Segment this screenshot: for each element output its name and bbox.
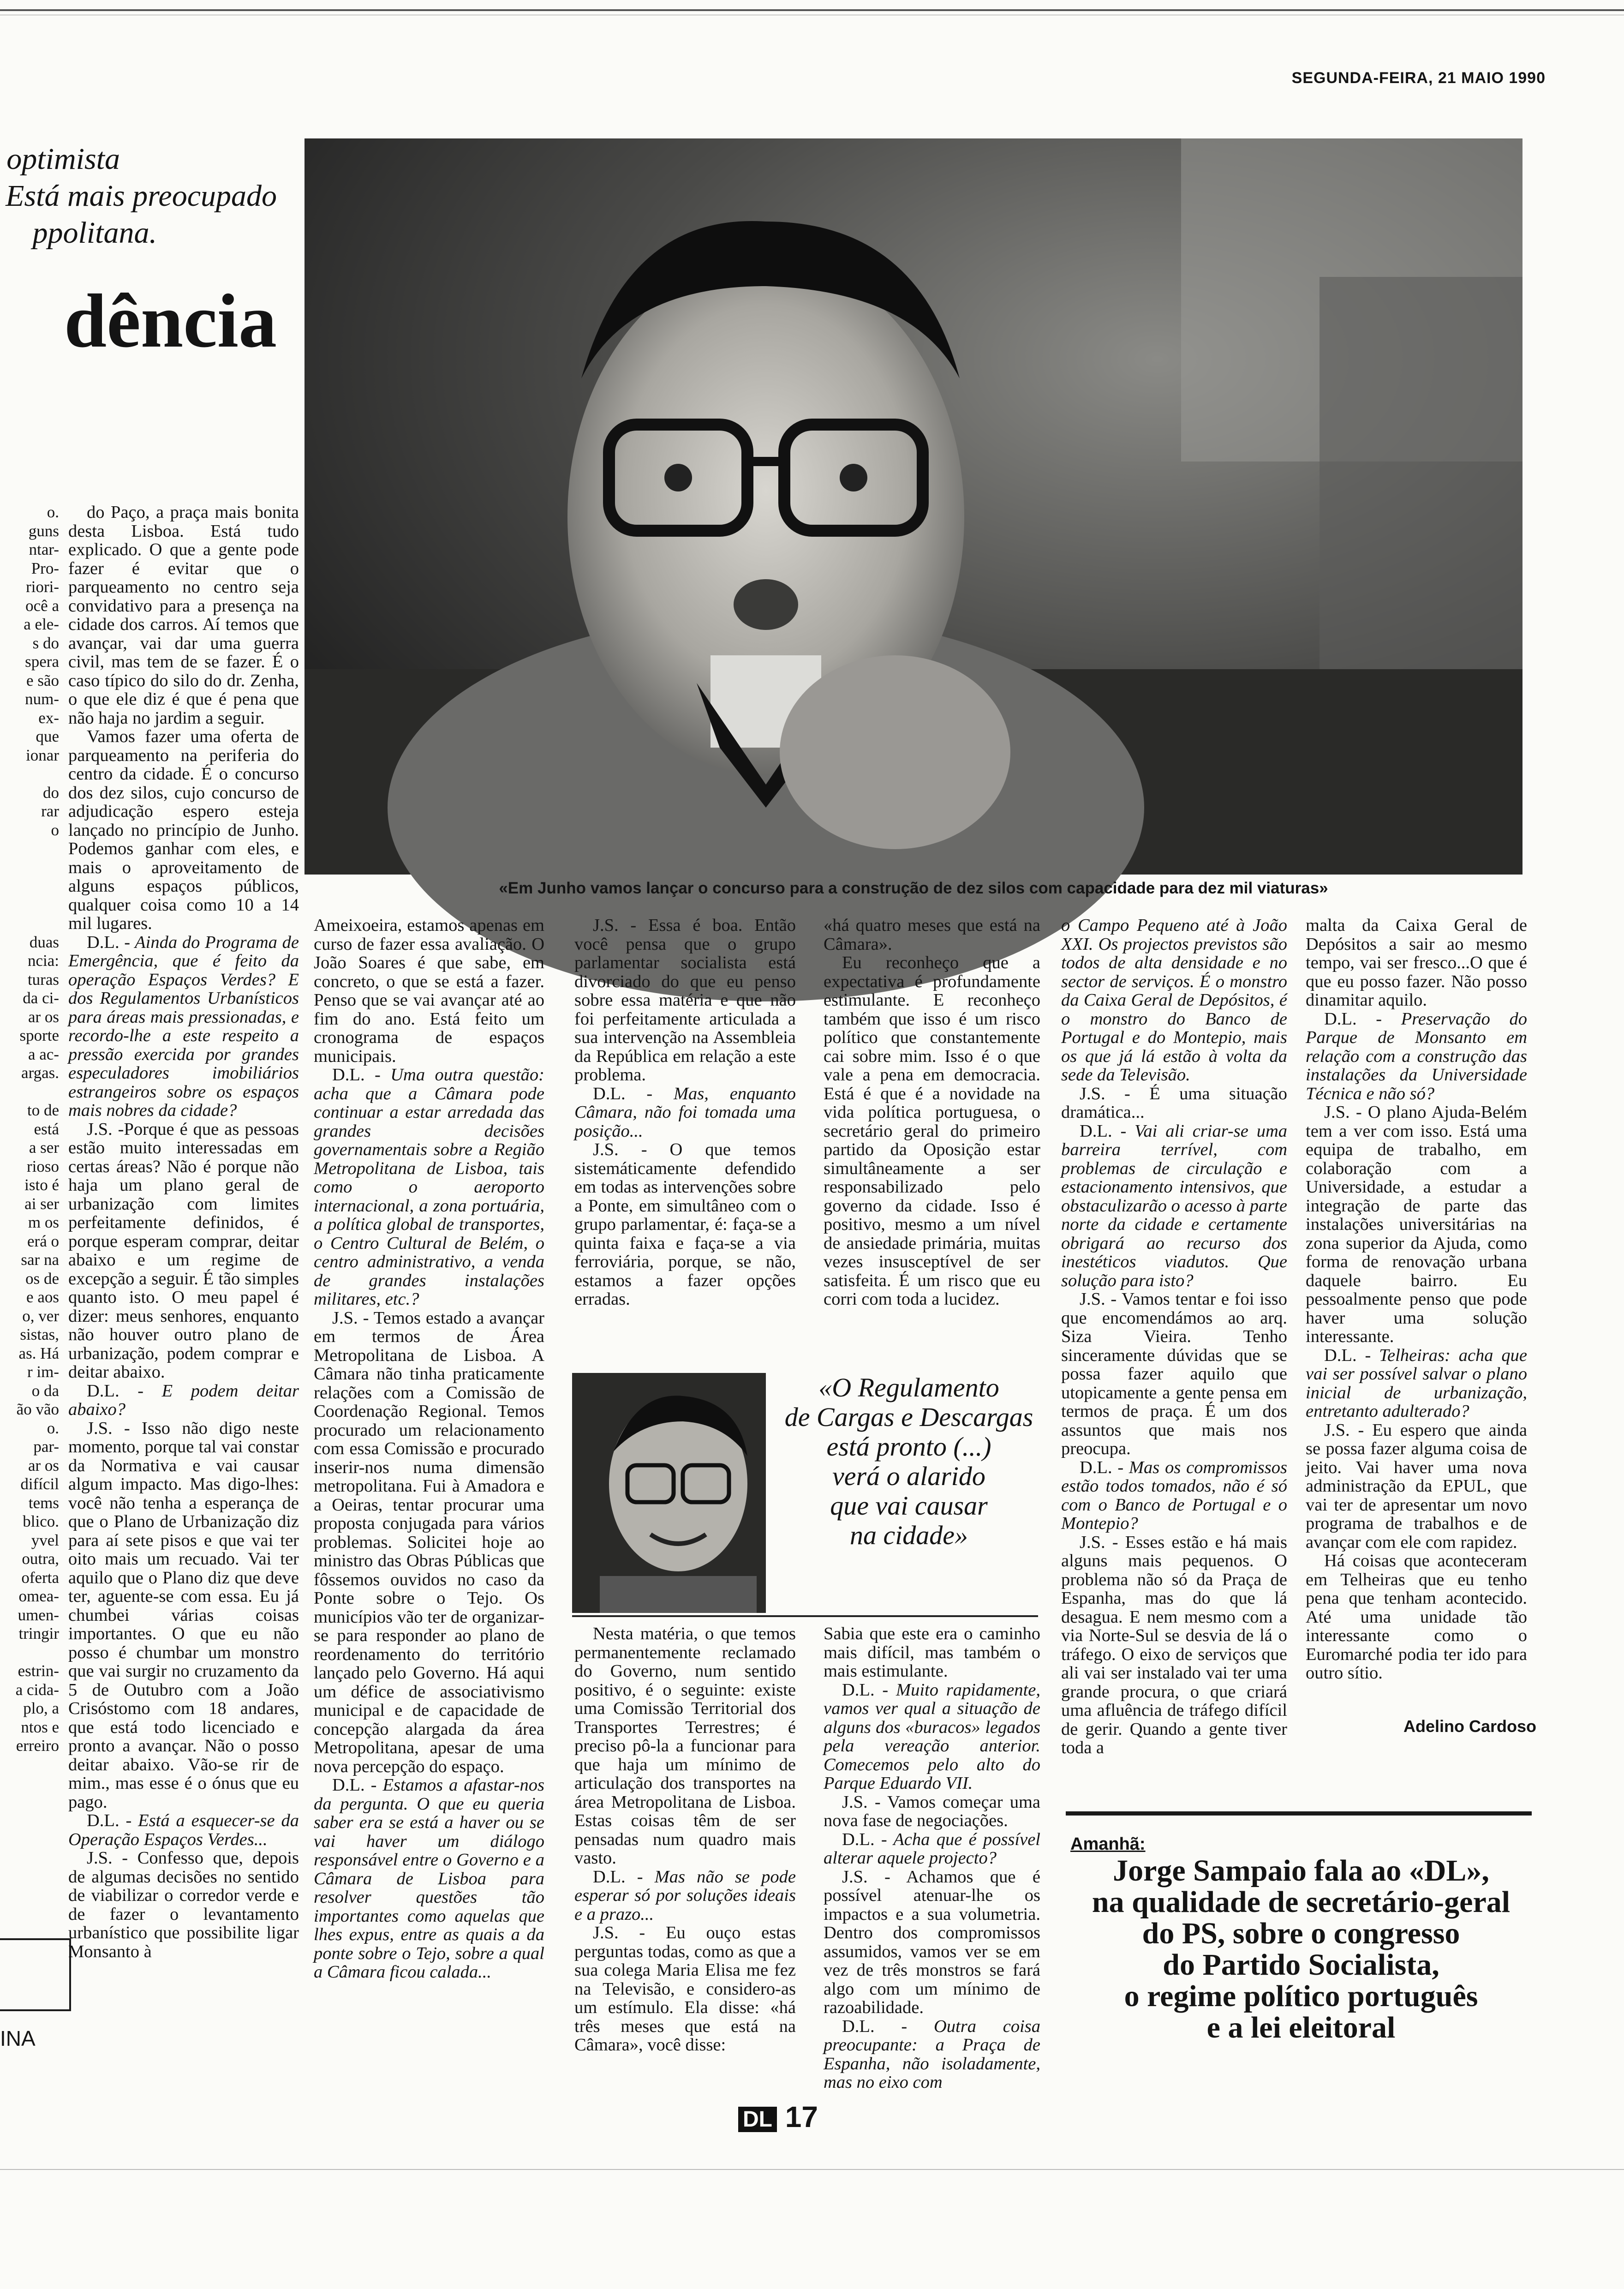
edge-fragment-line: a ele- — [24, 615, 59, 633]
article-text: - Eu ouço estas perguntas todas, como as que a sua colega Maria Elisa me fez na Televisão, e considero-as um estímulo. Ela disse: «há três meses que está na Câmara», você disse: — [574, 1923, 796, 2055]
article-column-4-top — [824, 916, 1040, 1322]
article-paragraph — [574, 1923, 796, 2055]
interviewer-question: - Está a esquecer-se da Operação Espaços Verdes... — [68, 1811, 299, 1849]
edge-fragment-line: Pro- — [31, 559, 59, 577]
article-column-3-bottom — [574, 1624, 796, 2081]
article-column-4-bottom — [824, 1624, 1040, 2092]
article-paragraph — [68, 1419, 299, 1812]
edge-fragment-line: num- — [25, 690, 59, 708]
article-paragraph — [574, 916, 796, 1085]
speaker-label: J.S. — [87, 1848, 113, 1868]
edge-fragment-line: oferta — [21, 1568, 59, 1587]
edge-fragment-line: sistas, — [20, 1325, 59, 1343]
article-paragraph — [1306, 1346, 1527, 1421]
speaker-label: D.L. — [842, 1829, 875, 1849]
photo-caption: «Em Junho vamos lançar o concurso para a construção de dez silos com capacidade para dez mil viaturas» — [499, 879, 1328, 897]
speaker-label: J.S. — [87, 1418, 113, 1438]
interviewer-question: - Telheiras: acha que vai ser possível salvar o plano inicial de urbanização, entretanto adulterado? — [1306, 1345, 1527, 1421]
interviewer-question: - E podem deitar abaixo? — [68, 1381, 299, 1419]
article-paragraph — [824, 953, 1040, 1309]
edge-fragment-line: do — [43, 783, 59, 802]
article-paragraph — [1306, 916, 1527, 1010]
edge-fragment-line — [0, 765, 59, 784]
edge-fragment-line: ar os — [28, 1456, 59, 1474]
speaker-label: D.L. — [593, 1084, 626, 1103]
deck — [0, 141, 295, 252]
article-column-5 — [1061, 916, 1287, 1779]
edge-fragment-line: erreiro — [16, 1737, 59, 1755]
amanha-line: o regime político português — [1124, 1979, 1478, 2013]
edge-fragment-line: e aos — [26, 1288, 59, 1306]
article-paragraph — [68, 1811, 299, 1849]
edge-fragment-line: o. — [47, 503, 59, 521]
article-paragraph — [314, 1776, 544, 1982]
article-paragraph — [574, 1624, 796, 1868]
article-column-1 — [68, 503, 299, 1961]
edge-fragment-line: turas — [27, 970, 59, 989]
edge-fragment-line: omea- — [18, 1587, 59, 1605]
speaker-label: D.L. — [1324, 1345, 1357, 1365]
edge-fragment-line: blico. — [23, 1512, 59, 1530]
speaker-label: D.L. — [842, 1680, 875, 1700]
speaker-label: J.S. — [1080, 1532, 1105, 1552]
article-paragraph — [824, 1624, 1040, 1681]
speaker-label: J.S. — [1080, 1289, 1105, 1309]
bottom-rule — [0, 2169, 1624, 2170]
speaker-label: D.L. — [1324, 1009, 1357, 1029]
article-paragraph — [1306, 1421, 1527, 1552]
speaker-label: D.L. — [1080, 1457, 1112, 1477]
article-text: - Isso não digo neste momento, porque tal vai constar da Normativa e vai causar algum impacto. Mas digo-lhes: você não tenha a esperança de que o Plano de Urbanização diz para aí sete pisos e que vai ter oito mais um recuado. Vai ter aquilo que o Plano diz que deve ter, aguente-se com essa. Eu já chumbei várias coisas importantes. O que eu não posso é chumbar um monstro que vai surgir no cruzamento da 5 de Outubro com a João Crisóstomo com 18 andares, que está todo licenciado e pronto a avançar. Não o posso deitar abaixo. Vão-se rir de mim., mas esse é o ónus que eu pago. — [68, 1418, 299, 1812]
edge-fragment-line: riori- — [26, 578, 59, 596]
article-paragraph — [1306, 1103, 1527, 1346]
edge-fragment-line — [0, 914, 59, 933]
edge-fragment-line: ar os — [28, 1007, 59, 1026]
interviewer-question: o Campo Pequeno até à João XXI. Os projectos previstos são todos de alta densidade e no sector de serviços. É o monstro da Caixa Geral de Depósitos, é o monstro do Banco de Portugal e do Montepio, mais os que já lá estão à volta da sede da Televisão. — [1061, 916, 1287, 1085]
amanha-rule — [1066, 1811, 1532, 1816]
edge-fragment-line: yvel — [31, 1531, 59, 1549]
article-text: «há quatro meses que está na Câmara». — [824, 916, 1040, 954]
inset-portrait — [572, 1373, 766, 1613]
edge-fragment-line: ex- — [38, 708, 59, 727]
interviewer-question: - Vai ali criar-se uma barreira terrível, com problemas de circulação e estacionamento intensivos, que obstaculizarão o acesso à parte norte da cidade e certamente obrigará ao recurso dos inestéticos viadutos. Que solução para isto? — [1061, 1121, 1287, 1290]
edge-fragment-line: m os — [28, 1213, 59, 1231]
left-edge-fragments — [0, 503, 59, 1911]
article-paragraph — [574, 1868, 796, 1924]
interviewer-question: - Acha que é possível alterar aquele projecto? — [824, 1829, 1040, 1868]
edge-fragment-line: a cida- — [15, 1680, 59, 1699]
amanha-line: e a lei eleitoral — [1206, 2011, 1396, 2044]
article-paragraph — [574, 1140, 796, 1309]
amanha-line: na qualidade de secretário-geral — [1092, 1885, 1511, 1919]
article-paragraph — [68, 933, 299, 1120]
left-box-text: INA — [0, 2026, 36, 2050]
pull-quote-line: está pronto (...) — [826, 1432, 991, 1462]
article-paragraph — [314, 1309, 544, 1776]
article-text: Há coisas que aconteceram em Telheiras que eu tenho pena que tenham acontecido. Até uma unidade tão interessante como o Euromarché podia ter ido para outro sítio. — [1306, 1551, 1527, 1683]
edge-fragment-line: o da — [31, 1381, 59, 1400]
edge-fragment-line — [0, 858, 59, 877]
page-footer — [738, 2100, 818, 2134]
article-column-6 — [1306, 916, 1527, 1710]
edge-fragment-line: da ci- — [23, 989, 59, 1007]
edge-fragment-line: o, ver — [22, 1306, 59, 1325]
speaker-label: D.L. — [842, 2016, 875, 2036]
article-text: - O que temos sistemáticamente defendido em todas as intervenções sobre a Ponte, em simultâneo com o grupo parlamentar, é: faça-se a quinta faixa e faça-se a via ferroviária, porque, se não, estamos a fazer opções erradas. — [574, 1140, 796, 1309]
speaker-label: J.S. — [1324, 1103, 1350, 1122]
edge-fragment-line: s do — [32, 634, 59, 652]
speaker-label: D.L. — [593, 1867, 626, 1887]
speaker-label: J.S. — [332, 1308, 358, 1328]
edge-fragment-line: ocê a — [25, 596, 59, 615]
speaker-label: J.S. — [593, 1923, 619, 1942]
edge-fragment-line: tems — [28, 1493, 59, 1512]
article-text: - Vamos começar uma nova fase de negociações. — [824, 1792, 1040, 1830]
article-text: - O plano Ajuda-Belém tem a ver com isso. Está uma equipa de trabalho, em colaboração com a Universidade, a estudar a integração de parte das instalações universitárias na zona superior da Ajuda, como forma de renovação urbana daquele bairro. Eu pessoalmente penso que pode haver uma solução interessante. — [1306, 1103, 1527, 1346]
speaker-label: J.S. — [842, 1792, 868, 1812]
portrait-photo — [304, 138, 1522, 875]
edge-fragment-line: as. Há — [18, 1344, 59, 1362]
speaker-label: D.L. — [332, 1065, 365, 1085]
speaker-label: D.L. — [87, 1381, 119, 1401]
interviewer-question: - Ainda do Programa de Emergência, que é feito da operação Espaços Verdes? E dos Regulamentos Urbanísticos para áreas mais pressionadas, e recordo-lhe a este respeito a pressão exercida por grandes especuladores imobiliários estrangeiros sobre os espaços mais nobres da cidade? — [68, 932, 299, 1120]
deck-line: ppolitana. — [32, 216, 157, 250]
article-paragraph — [1306, 1552, 1527, 1683]
edge-fragment-line: to de — [27, 1101, 59, 1119]
edge-fragment-line — [0, 877, 59, 896]
article-text: - Esses estão e há mais alguns mais pequenos. O problema não só da Praça de Espanha, mas do que lá desagua. E nem mesmo com a via Norte-Sul se desvia de lá o tráfego. O eixo de serviços que ali vai ser instalado vai ter uma grande procura, o que criará uma afluência de tráfego difícil de gerir. Quando a gente tiver toda a — [1061, 1532, 1287, 1757]
article-paragraph — [824, 2017, 1040, 2092]
amanha-line: do Partido Socialista, — [1163, 1948, 1439, 1982]
edge-fragment-line: par- — [33, 1438, 59, 1456]
headline: dência — [64, 278, 277, 363]
edge-fragment-line: sporte — [19, 1026, 59, 1044]
article-text: -Porque é que as pessoas estão muito interessadas em certas áreas? Não é porque não haja um plano geral de urbanização com limites perfeitamente definidos, é porque esperam comprar, deitar abaixo e um regime de excepção a seguir. É tão simples quanto isto. O meu papel é dizer: meus senhores, enquanto não houver outro plano de urbanização, podem comprar e deitar abaixo. — [68, 1119, 299, 1382]
article-text: - É uma situação dramática... — [1061, 1084, 1287, 1122]
edge-fragment-line: isto é — [24, 1176, 59, 1194]
pull-quote-line: verá o alarido — [832, 1461, 985, 1491]
article-paragraph — [1306, 1010, 1527, 1103]
speaker-label: D.L. — [1080, 1121, 1112, 1141]
edge-fragment-line — [0, 896, 59, 915]
edge-fragment-line: ncia: — [27, 952, 59, 970]
article-paragraph — [824, 1830, 1040, 1868]
edge-fragment-line: o — [51, 821, 59, 839]
article-paragraph — [68, 1849, 299, 1961]
article-paragraph — [824, 1681, 1040, 1793]
deck-line: Está mais preocupado — [6, 179, 277, 213]
pull-quote — [780, 1373, 1038, 1550]
article-text: do Paço, a praça mais bonita desta Lisboa. Está tudo explicado. O que a gente pode fazer é evitar que o parqueamento no centro seja convidativo para a presença na cidade dos carros. Aí temos que avançar, vai dar uma guerra civil, mas tem de se fazer. É o caso típico do silo do dr. Zenha, o que ele diz é que é pena que não haja no jardim a seguir. — [68, 503, 299, 728]
edge-fragment-line: os de — [25, 1269, 59, 1288]
edge-fragment-line: ntar- — [29, 540, 59, 558]
edge-fragment-line — [0, 1083, 59, 1102]
article-paragraph — [824, 1793, 1040, 1830]
interviewer-question: - Muito rapidamente, vamos ver qual a situação de alguns dos «buracos» legados pela vereação anterior. Comecemos pelo alto do Parque Eduardo VII. — [824, 1680, 1040, 1793]
edge-fragment-line: sar na — [21, 1251, 59, 1269]
article-paragraph — [1061, 1458, 1287, 1533]
speaker-label: D.L. — [332, 1775, 365, 1795]
edge-fragment-line: plo, a — [23, 1699, 59, 1717]
interviewer-question: - Uma outra questão: acha que a Câmara pode continuar a estar arredada das grandes decisões governamentais sobre a Região Metropolitana de Lisboa, tais como o aeroporto internacional, a zona portuária, a política global de transportes, o Centro Cultural de Belém, o centro administrativo, a venda de grandes instalações militares, etc.? — [314, 1065, 544, 1309]
edge-fragment-line: outra, — [22, 1550, 59, 1568]
deck-line: optimista — [6, 142, 120, 176]
pull-quote-line: de Cargas e Descargas — [784, 1402, 1033, 1432]
edge-fragment-line — [0, 839, 59, 858]
article-text: Vamos fazer uma oferta de parqueamento na periferia do centro da cidade. É o concurso dos dez silos, cujo concurso de adjudicação espero esteja lançado no princípio de Junho. Podemos ganhar com eles, e mais o aproveitamento de alguns espaços públicos, qualquer coisa como 10 a 14 mil lugares. — [68, 727, 299, 933]
edge-fragment-line: guns — [28, 521, 59, 540]
edge-fragment-line: está — [34, 1120, 59, 1138]
pull-quote-line: «O Regulamento — [818, 1372, 999, 1402]
portrait-photo-illustration — [304, 138, 1522, 875]
dl-logo: DL — [738, 2107, 777, 2132]
edge-fragment-line: ionar — [26, 746, 59, 764]
article-text: - Essa é boa. Então você pensa que o grupo parlamentar socialista está divorciado do que eu penso sobre essa matéria e que não foi perfeitamente articulada a sua intervenção na Assembleia da República em relação a este problema. — [574, 916, 796, 1085]
amanha-label: Amanhã: — [1070, 1834, 1146, 1854]
article-paragraph — [1061, 1122, 1287, 1290]
dateline: SEGUNDA-FEIRA, 21 MAIO 1990 — [1291, 69, 1546, 87]
page-number: 17 — [785, 2100, 818, 2133]
edge-fragment-line: spera — [25, 653, 59, 671]
interviewer-question: - Preservação do Parque de Monsanto em relação com a construção das instalações da Universidade Técnica e não só? — [1306, 1009, 1527, 1103]
article-paragraph — [1061, 1085, 1287, 1122]
pull-quote-line: que vai causar — [830, 1491, 988, 1521]
article-paragraph — [1061, 1290, 1287, 1458]
edge-fragment-line: o. — [47, 1419, 59, 1437]
article-text: - Vamos tentar e foi isso que encomendámos ao arq. Siza Vieira. Tenho sinceramente dúvidas que se possa fazer aquilo que utopicamente a gente pensa em termos de praça. É um dos assuntos que mais nos preocupa. — [1061, 1289, 1287, 1458]
inset-portrait-illustration — [572, 1373, 766, 1613]
article-paragraph — [68, 1382, 299, 1419]
edge-fragment-line: ão vão — [16, 1400, 59, 1418]
edge-fragment-line: r im- — [27, 1363, 59, 1381]
article-text: Eu reconheço que a expectativa é profundamente estimulante. E reconheço também que isso é um risco político que constantemente cai sobre mim. Isso é o que vale a pena em democracia. Está é que é a novidade na vida política portuguesa, o secretário geral do primeiro partido da Oposição estar simultâneamente a ser responsabilizado pelo governo da cidade. Isso é positivo, mesmo a um nível de ansiedade primária, muitas vezes insusceptível de ser satisfeita. É um risco que eu corri com toda a lucidez. — [824, 953, 1040, 1309]
article-text: Nesta matéria, o que temos permanentemente reclamado do Governo, num sentido positivo, é o seguinte: existe uma Comissão Territorial dos Transportes Terrestres; é preciso pô-la a funcionar para que haja um mínimo de articulação dos transportes na área Metropolitana de Lisboa. Estas coisas têm de ser pensadas num quadro mais vasto. — [574, 1624, 796, 1868]
article-text: - Eu espero que ainda se possa fazer alguma coisa de jeito. Vai haver uma nova administração da EPUL, que vai ter de apresentar um novo programa de trabalhos e de avançar com ele com rapidez. — [1306, 1420, 1527, 1552]
pull-quote-line: na cidade» — [849, 1520, 968, 1550]
speaker-label: J.S. — [593, 916, 619, 935]
edge-fragment-line: e são — [26, 671, 59, 689]
byline: Adelino Cardoso — [1403, 1717, 1536, 1736]
amanha-headline — [1061, 1855, 1541, 2043]
article-paragraph — [68, 503, 299, 727]
edge-fragment-line: difícil — [20, 1475, 59, 1493]
interviewer-question: - Mas, enquanto Câmara, não foi tomada uma posição... — [574, 1084, 796, 1141]
speaker-label: D.L. — [87, 932, 119, 952]
edge-fragment-line: ai ser — [24, 1194, 59, 1213]
edge-fragment-line: ntos e — [21, 1718, 59, 1736]
edge-fragment-line: a ac- — [28, 1045, 59, 1063]
article-paragraph — [1061, 1533, 1287, 1757]
edge-fragment-line: duas — [29, 933, 59, 951]
article-paragraph — [68, 1120, 299, 1382]
edge-fragment-line: umen- — [18, 1606, 59, 1624]
edge-fragment-line — [0, 1643, 59, 1662]
interviewer-question: - Mas não se pode esperar só por soluções ideais e a prazo... — [574, 1867, 796, 1924]
interviewer-question: - Outra coisa preocupante: a Praça de Espanha, não isoladamente, mas no eixo com — [824, 2016, 1040, 2092]
article-text: - Temos estado a avançar em termos de Área Metropolitana de Lisboa. A Câmara não tinha praticamente relações com a Comissão de Coordenação Regional. Temos procurado um relacionamento com essa Comissão e procurado inserir-nos numa dimensão metropolitana. Fui à Amadora e a Oeiras, tentar procurar uma proposta conjugada para vários problemas. Solicitei hoje ao ministro das Obras Públicas que fôssemos ouvidos no caso da Ponte sobre o Tejo. Os municípios vão ter de organizar-se para responder ao plano de reordenamento do território lançado pelo Governo. Há aqui um défice de associativismo municipal e de capacidade de concepção alargada da área Metropolitana, apesar de uma nova percepção do espaço. — [314, 1308, 544, 1776]
article-text: malta da Caixa Geral de Depósitos a sair ao mesmo tempo, vai ser fresco...O que é que eu posso fazer. Não posso dinamitar aquilo. — [1306, 916, 1527, 1010]
edge-fragment-line: estrin- — [18, 1662, 59, 1680]
article-text: - Confesso que, depois de algumas decisões no sentido de viabilizar o corredor verde e de fazer o levantamento urbanístico que possibilite ligar Monsanto à — [68, 1848, 299, 1961]
speaker-label: J.S. — [842, 1867, 868, 1887]
article-paragraph — [1061, 916, 1287, 1085]
amanha-line: Jorge Sampaio fala ao «DL», — [1113, 1854, 1489, 1888]
speaker-label: J.S. — [1080, 1084, 1105, 1103]
interviewer-question: - Estamos a afastar-nos da pergunta. O que eu queria saber era se está a haver ou se vai haver um diálogo responsável entre o Governo e a Câmara de Lisboa para resolver questões tão importantes como aquelas que lhes expus, entre as quais a da ponte sobre o Tejo, sobre a qual a Câmara ficou calada... — [314, 1775, 544, 1982]
edge-fragment-line: rioso — [27, 1157, 59, 1175]
speaker-label: J.S. — [1324, 1420, 1350, 1440]
article-text: Sabia que este era o caminho mais difícil, mas também o mais estimulante. — [824, 1624, 1040, 1681]
article-paragraph — [574, 1085, 796, 1141]
article-paragraph — [824, 916, 1040, 953]
article-paragraph — [314, 916, 544, 1066]
pull-quote-rule — [572, 1615, 1038, 1617]
left-box — [0, 1938, 71, 2011]
speaker-label: J.S. — [593, 1140, 619, 1159]
article-text: - Achamos que é possível atenuar-lhe os impactos e a sua volumetria. Dentro dos compromissos assumidos, vamos ver se em vez de três monstros se fará algo com um mínimo de razoabilidade. — [824, 1867, 1040, 2017]
edge-fragment-line: a ser — [29, 1139, 59, 1156]
amanha-line: do PS, sobre o congresso — [1142, 1917, 1460, 1950]
edge-fragment-line: que — [36, 727, 59, 745]
speaker-label: J.S. — [87, 1119, 113, 1139]
interviewer-question: - Mas os compromissos estão todos tomados, não é só com o Banco de Portugal e o Montepio? — [1061, 1457, 1287, 1533]
article-column-2 — [314, 916, 544, 2070]
top-rule — [0, 9, 1624, 11]
speaker-label: D.L. — [87, 1811, 119, 1830]
article-paragraph — [314, 1066, 544, 1309]
edge-fragment-line: argas. — [21, 1064, 59, 1082]
article-paragraph — [68, 727, 299, 933]
edge-fragment-line: tringir — [18, 1624, 59, 1642]
edge-fragment-line: rar — [41, 802, 59, 820]
article-text: Ameixoeira, estamos apenas em curso de fazer essa avaliação. O João Soares é que sabe, em concreto, o que se está a fazer. Penso que se vai avançar até ao fim do ano. Está feito um cronograma de espaços municipais. — [314, 916, 544, 1066]
article-paragraph — [824, 1868, 1040, 2017]
edge-fragment-line: erá o — [27, 1232, 59, 1250]
article-column-3-top — [574, 916, 796, 1322]
